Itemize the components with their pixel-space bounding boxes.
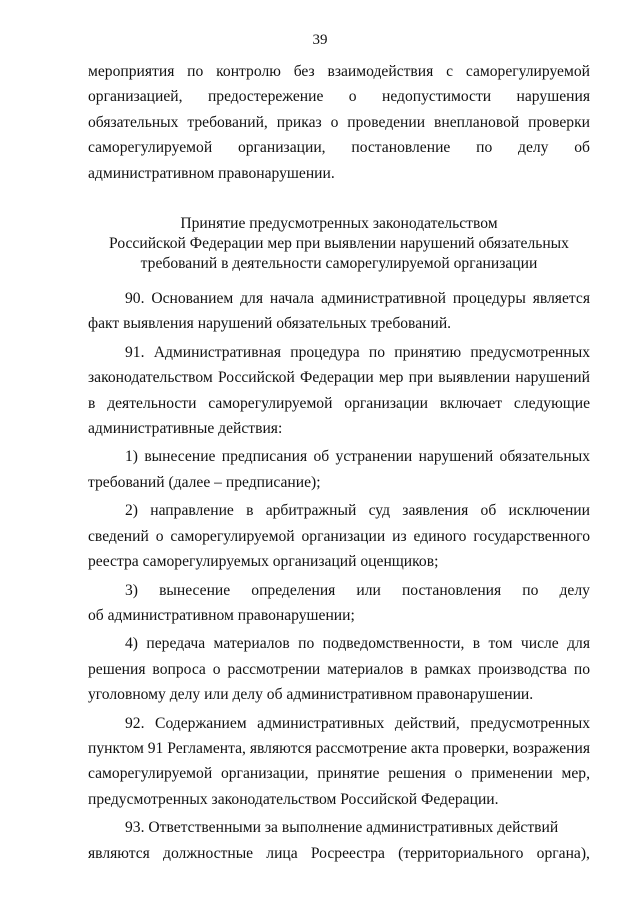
section-heading-line-2: Российской Федерации мер при выявлении нарушений обязательных	[109, 235, 569, 253]
item3-word: или	[356, 581, 381, 599]
list-item-2: 2) направление в арбитражный суд заявления об исключении сведений о саморегулируемой организации из единого государственного реестра саморегулируемых организаций оценщиков;	[88, 502, 590, 571]
list-item-1: 1) вынесение предписания об устранении нарушений обязательных требований (далее – предписание);	[88, 448, 590, 491]
item3-word: постановления	[401, 581, 502, 599]
p93-word: (территориального	[398, 844, 524, 862]
paragraph-92: 92. Содержанием административных действий, предусмотренных пунктом 91 Регламента, являются рассмотрение акта проверки, возражения саморегулируемой организации, принятие решения о применении мер, предусмотренных законодательством Российской Федерации.	[88, 714, 590, 808]
p93-word: органа),	[536, 844, 590, 862]
intro-word: саморегулируемой	[465, 63, 590, 80]
p93-word: Росреестра	[310, 844, 385, 862]
list-item-3-rest: об административном правонарушении;	[88, 606, 355, 624]
item3-word: вынесение	[159, 581, 231, 599]
intro-word: контролю	[216, 63, 281, 80]
intro-word: мероприятия	[88, 63, 175, 80]
paragraph-93-line-2	[88, 841, 590, 866]
item3-word: делу	[559, 581, 590, 599]
intro-word: без	[293, 63, 315, 80]
item3-word: определения	[251, 581, 336, 599]
intro-text: организацией, предостережение о недопустимости нарушения обязательных требований, приказ о проведении внеплановой проверки саморегулируемой организации, постановление по делу об административном правонарушении.	[88, 88, 590, 182]
document-body	[88, 59, 590, 866]
intro-word: с	[446, 63, 454, 80]
list-item-4: 4) передача материалов по подведомственности, в том числе для решения вопроса о рассмотрении материалов в рамках производства по уголовному делу или делу об административном правонарушении.	[88, 635, 590, 704]
item3-word: 3)	[125, 581, 138, 599]
list-item-3	[88, 578, 590, 629]
section-heading-line-1: Принятие предусмотренных законодательством	[180, 215, 498, 233]
list-item-3-line-1	[88, 578, 590, 603]
section-heading-line-3: требований в деятельности саморегулируемой организации	[140, 255, 538, 273]
intro-word: взаимодействия	[327, 63, 434, 80]
paragraph-93-line-1: 93. Ответственными за выполнение административных действий	[125, 819, 559, 837]
item3-word: по	[522, 581, 539, 599]
intro-word: по	[187, 63, 204, 80]
section-heading	[88, 214, 590, 274]
intro-line-1	[88, 59, 590, 84]
p93-word: являются	[88, 844, 150, 862]
paragraph-93	[88, 815, 590, 866]
page-number: 39	[312, 32, 328, 48]
paragraph-90: 90. Основанием для начала административной процедуры является факт выявления нарушений обязательных требований.	[88, 290, 590, 333]
intro-paragraph	[88, 59, 590, 186]
p93-word: лица	[266, 844, 298, 862]
paragraph-91: 91. Административная процедура по принятию предусмотренных законодательством Российской Федерации мер при выявлении нарушений в деятельности саморегулируемой организации включает следующие административные действия:	[88, 343, 590, 438]
p93-word: должностные	[163, 844, 254, 862]
